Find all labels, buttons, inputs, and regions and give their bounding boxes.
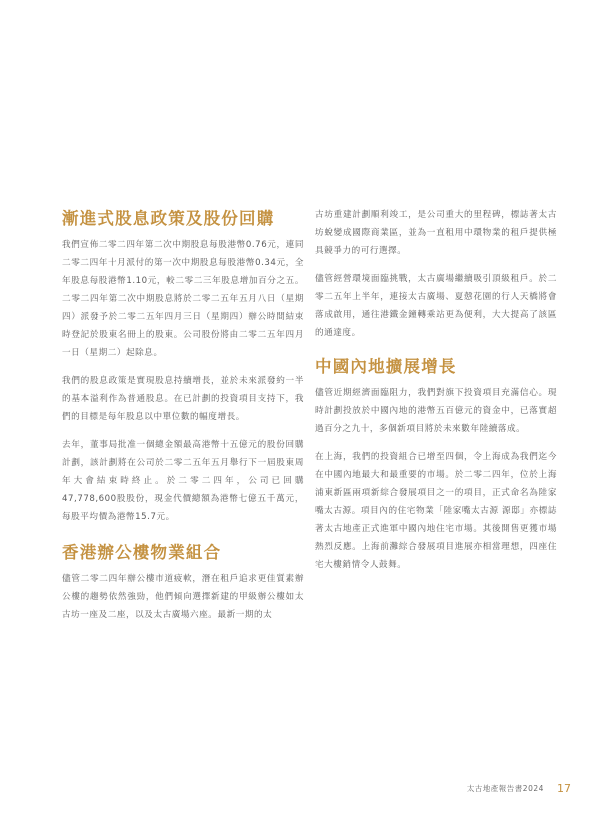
paragraph-taikoo-place: 古坊重建計劃順利竣工，是公司重大的里程碑，標誌著太古坊蛻變成國際商業區，並為一直租用中環物業的租戶提供極具競爭力的可行選擇。 bbox=[315, 210, 557, 256]
page-number: 17 bbox=[557, 782, 571, 795]
section-heading-hk-office: 香港辦公樓物業組合 bbox=[62, 543, 222, 562]
page-footer bbox=[0, 778, 571, 797]
paragraph-china-investment: 儘管近期經濟面臨阻力，我們對旗下投資項目充滿信心。現時計劃投放於中國內地的港幣五百億元的資金中，已落實超過百分之九十，多個新項目將於未來數年陸續落成。 bbox=[315, 388, 557, 434]
section-heading-china-expansion: 中國內地擴展增長 bbox=[315, 357, 457, 376]
left-column bbox=[62, 208, 304, 634]
paragraph-shanghai: 在上海，我們的投資組合已增至四個，令上海成為我們迄今在中國內地最大和最重要的市場。於二零二四年，位於上海浦東新區兩項新綜合發展項目之一的項目，正式命名為陸家嘴太古源。項目內的住宅物業「陸家嘴太古源 源邸」亦標誌著太古地產正式進軍中國內地住宅市場。其後開售更獲市場熱烈反應。上海前灘綜合發展項目進展亦相當理想，四座住宅大樓銷情令人鼓舞。 bbox=[315, 452, 557, 570]
right-column bbox=[315, 206, 557, 584]
paragraph-pacific-place: 儘管經營環境面臨挑戰，太古廣場繼續吸引頂級租戶。於二零二五年上半年，連接太古廣場、夏慤花園的行人天橋將會落成啟用，通往港鐵金鐘轉乘站更為便利，大大提高了該區的通達度。 bbox=[315, 274, 557, 338]
paragraph-share-buyback: 去年，董事局批准一個總金額最高港幣十五億元的股份回購計劃，該計劃將在公司於二零二五年五月舉行下一屆股東周年大會結束時終止。於二零二四年，公司已回購47,778,600股股份，現金代價總額為港幣七億五千萬元，每股平均價為港幣15.7元。 bbox=[62, 440, 304, 522]
section-heading-dividend-policy: 漸進式股息政策及股份回購 bbox=[62, 209, 275, 228]
paragraph-dividend-announcement: 我們宣佈二零二四年第二次中期股息每股港幣0.76元，連同二零二四年十月派付的第一次中期股息每股港幣0.34元，全年股息每股港幣1.10元，較二零二三年股息增加百分之五。二零二四年第二次中期股息將於二零二五年五月八日（星期四）派發予於二零二五年四月三日（星期四）辦公時間結束時登記於股東名冊上的股東。公司股份將由二零二五年四月一日（星期二）起除息。 bbox=[62, 240, 304, 358]
paragraph-hk-office-market: 儘管二零二四年辦公樓市道疲軟，潛在租戶追求更佳質素辦公樓的趨勢依然強勁，他們傾向選擇新建的甲級辦公樓如太古坊一座及二座，以及太古廣場六座。最新一期的太 bbox=[62, 574, 304, 620]
report-title: 太古地產報告書2024 bbox=[466, 784, 544, 793]
paragraph-dividend-policy: 我們的股息政策是實現股息持續增長，並於未來派發約一半的基本溢利作為普通股息。在已計劃的投資項目支持下，我們的目標是每年股息以中單位數的幅度增長。 bbox=[62, 376, 304, 422]
